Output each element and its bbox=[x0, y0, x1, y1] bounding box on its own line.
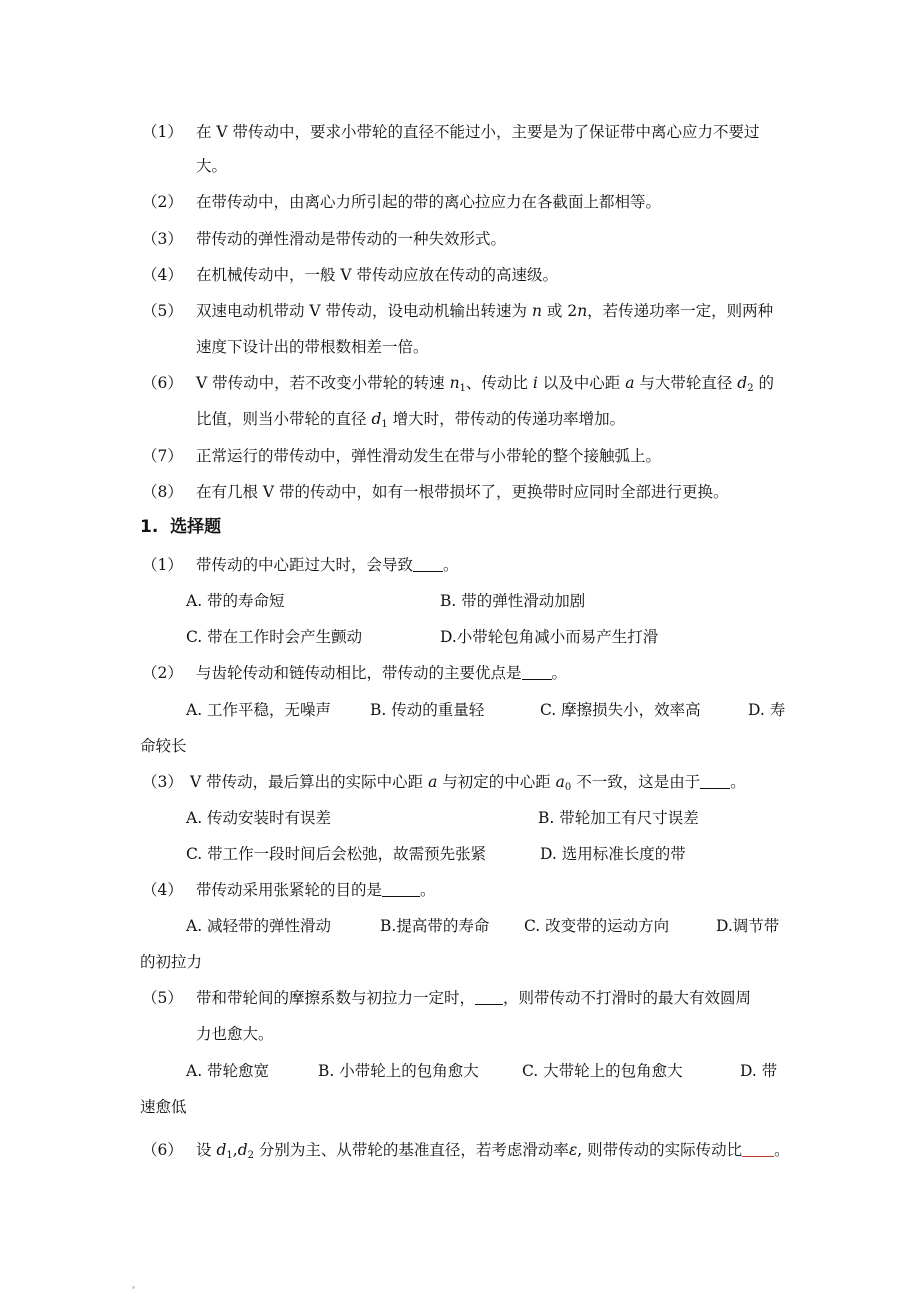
item-number: （2） bbox=[142, 193, 183, 211]
question-stem: 带和带轮间的摩擦系数与初拉力一定时， ，则带传动不打滑时的最大有效圆周 bbox=[196, 989, 752, 1007]
option-b: B. 小带轮上的包角愈大 bbox=[318, 1062, 479, 1080]
option-a: A. 带的寿命短 bbox=[186, 592, 285, 610]
statement-text: 速度下设计出的带根数相差一倍。 bbox=[196, 338, 429, 356]
answer-blank bbox=[700, 773, 730, 789]
question-number: （3） bbox=[142, 773, 183, 791]
statement-text: 大。 bbox=[196, 157, 228, 175]
question-number: （2） bbox=[142, 664, 183, 682]
answer-blank bbox=[413, 556, 443, 572]
option-b: B. 传动的重量轻 bbox=[370, 701, 485, 719]
item-number: （1） bbox=[142, 123, 183, 141]
statement-text: 在机械传动中，一般 V 带传动应放在传动的高速级。 bbox=[196, 266, 559, 284]
question-number: （5） bbox=[142, 989, 183, 1007]
statement-text: V 带传动中，若不改变小带轮的转速 $n_1$、传动比 i 以及中心距 a 与大带轮直径 $d_2$ 的 bbox=[196, 374, 775, 394]
question-number: （1） bbox=[142, 556, 183, 574]
answer-blank bbox=[522, 664, 552, 680]
statement-text: 带传动的弹性滑动是带传动的一种失效形式。 bbox=[196, 230, 507, 248]
answer-blank bbox=[382, 881, 420, 897]
question-stem: 与齿轮传动和链传动相比，带传动的主要优点是 。 bbox=[196, 664, 568, 682]
statement-text: 在 V 带传动中，要求小带轮的直径不能过小，主要是为了保证带中离心应力不要过 bbox=[196, 123, 760, 141]
option-d: D. 寿 bbox=[748, 701, 786, 719]
statement-text: 比值，则当小带轮的直径 $d_1$ 增大时，带传动的传递功率增加。 bbox=[196, 410, 626, 430]
option-c: C. 带工作一段时间后会松弛，故需预先张紧 bbox=[186, 845, 487, 863]
item-number: （3） bbox=[142, 230, 183, 248]
item-number: （6） bbox=[142, 374, 183, 392]
option-b: B. 带轮加工有尺寸误差 bbox=[538, 809, 699, 827]
statement-text: 在带传动中，由离心力所引起的带的离心拉应力在各截面上都相等。 bbox=[196, 193, 662, 211]
section-heading: 1. 选择题 bbox=[140, 517, 222, 537]
option-a: A. 减轻带的弹性滑动 bbox=[186, 917, 332, 935]
option-b: B.提高带的寿命 bbox=[380, 917, 490, 935]
option-a: A. 工作平稳，无噪声 bbox=[186, 701, 332, 719]
option-c: C. 大带轮上的包角愈大 bbox=[522, 1062, 683, 1080]
option-a: A. 带轮愈宽 bbox=[186, 1062, 270, 1080]
question-number: （4） bbox=[142, 881, 183, 899]
question-stem: 设 $d_1,d_2$ 分别为主、从带轮的基准直径，若考虑滑动率ε, 则带传动的实际传动比 。 bbox=[196, 1141, 790, 1161]
option-c: C. 摩擦损失小，效率高 bbox=[540, 701, 701, 719]
statement-text: 正常运行的带传动中，弹性滑动发生在带与小带轮的整个接触弧上。 bbox=[196, 447, 662, 465]
item-number: （4） bbox=[142, 266, 183, 284]
item-number: （5） bbox=[142, 302, 183, 320]
option-d-wrap: 速愈低 bbox=[140, 1098, 187, 1116]
statement-text: 在有几根 V 带的传动中，如有一根带损坏了，更换带时应同时全部进行更换。 bbox=[196, 483, 729, 501]
option-b: B. 带的弹性滑动加剧 bbox=[440, 592, 586, 610]
page-marker bbox=[132, 1286, 135, 1289]
answer-blank bbox=[742, 1141, 774, 1157]
option-d: D. 选用标准长度的带 bbox=[540, 845, 686, 863]
option-d: D. 带 bbox=[740, 1062, 778, 1080]
question-stem: V 带传动，最后算出的实际中心距 a 与初定的中心距 $a_0$ 不一致，这是由于 。 bbox=[190, 773, 746, 793]
option-d-wrap: 命较长 bbox=[140, 737, 187, 755]
option-d: D.小带轮包角减小而易产生打滑 bbox=[440, 628, 659, 646]
question-stem: 带传动采用张紧轮的目的是 。 bbox=[196, 881, 436, 899]
option-d: D.调节带 bbox=[716, 917, 780, 935]
option-d-wrap: 的初拉力 bbox=[140, 953, 203, 971]
option-c: C. 带在工作时会产生颤动 bbox=[186, 628, 363, 646]
item-number: （7） bbox=[142, 447, 183, 465]
answer-blank bbox=[475, 989, 503, 1005]
question-stem: 力也愈大。 bbox=[196, 1025, 274, 1043]
question-stem: 带传动的中心距过大时，会导致 。 bbox=[196, 556, 459, 574]
option-c: C. 改变带的运动方向 bbox=[524, 917, 670, 935]
question-number: （6） bbox=[142, 1141, 183, 1159]
item-number: （8） bbox=[142, 483, 183, 501]
statement-text: 双速电动机带动 V 带传动，设电动机输出转速为 n 或 2n，若传递功率一定，则两种 bbox=[196, 302, 774, 320]
option-a: A. 传动安装时有误差 bbox=[186, 809, 332, 827]
